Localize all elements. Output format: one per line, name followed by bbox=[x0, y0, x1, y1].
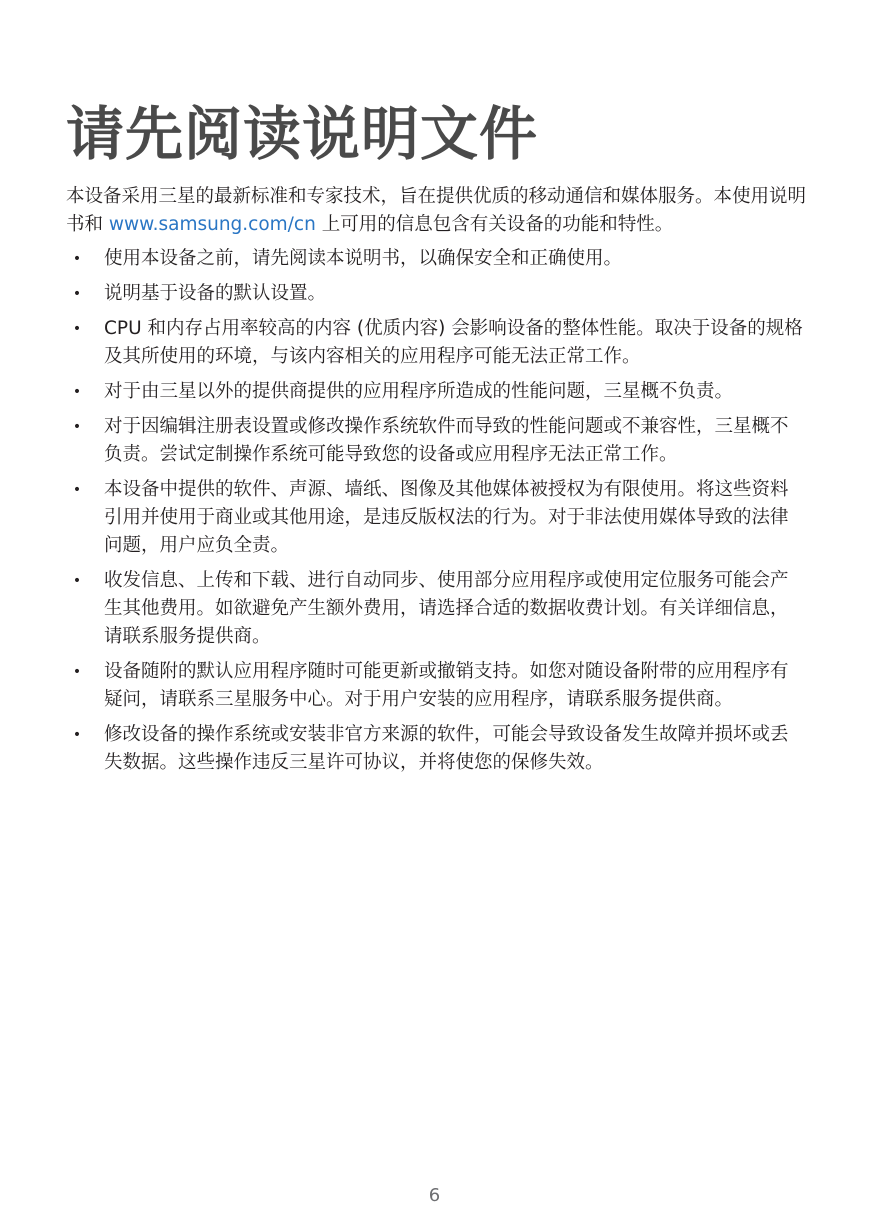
bullet-text: 对于因编辑注册表设置或修改操作系统软件而导致的性能问题或不兼容性，三星概不负责。尝试定制操作系统可能导致您的设备或应用程序无法正常工作。 bbox=[104, 416, 789, 465]
bullet-item bbox=[66, 245, 806, 273]
bullet-item bbox=[66, 721, 806, 777]
bullet-item bbox=[66, 378, 806, 406]
page-number: 6 bbox=[428, 1185, 441, 1206]
bullet-dot-icon: • bbox=[72, 321, 82, 337]
bullet-text: 对于由三星以外的提供商提供的应用程序所造成的性能问题，三星概不负责。 bbox=[104, 381, 734, 402]
page-title: 请先阅读说明文件 bbox=[66, 100, 539, 168]
bullet-text: CPU 和内存占用率较高的内容 (优质内容) 会影响设备的整体性能。取决于设备的规格及其所使用的环境，与该内容相关的应用程序可能无法正常工作。 bbox=[104, 318, 803, 367]
samsung-website-link[interactable]: www.samsung.com/cn bbox=[108, 214, 316, 235]
notice-bullet-list bbox=[66, 245, 806, 784]
bullet-text: 修改设备的操作系统或安装非官方来源的软件，可能会导致设备发生故障并损坏或丢失数据。这些操作违反三星许可协议，并将使您的保修失效。 bbox=[104, 724, 789, 773]
intro-text-before-link: 本设备采用三星的最新标准和专家技术，旨在提供优质的移动通信和媒体服务。本使用说明书和 bbox=[66, 186, 807, 235]
bullet-text: 设备随附的默认应用程序随时可能更新或撤销支持。如您对随设备附带的应用程序有疑问，请联系三星服务中心。对于用户安装的应用程序，请联系服务提供商。 bbox=[104, 661, 789, 710]
bullet-text: 收发信息、上传和下载、进行自动同步、使用部分应用程序或使用定位服务可能会产生其他费用。如欲避免产生额外费用，请选择合适的数据收费计划。有关详细信息，请联系服务提供商。 bbox=[104, 570, 789, 647]
bullet-item bbox=[66, 413, 806, 469]
bullet-dot-icon: • bbox=[72, 573, 82, 589]
bullet-dot-icon: • bbox=[72, 727, 82, 743]
bullet-text: 使用本设备之前，请先阅读本说明书，以确保安全和正确使用。 bbox=[104, 248, 623, 269]
bullet-text: 本设备中提供的软件、声源、墙纸、图像及其他媒体被授权为有限使用。将这些资料引用并使用于商业或其他用途，是违反版权法的行为。对于非法使用媒体导致的法律问题，用户应负全责。 bbox=[104, 479, 789, 556]
bullet-dot-icon: • bbox=[72, 251, 82, 267]
bullet-dot-icon: • bbox=[72, 482, 82, 498]
intro-paragraph bbox=[66, 183, 806, 239]
bullet-dot-icon: • bbox=[72, 664, 82, 680]
bullet-dot-icon: • bbox=[72, 419, 82, 435]
bullet-dot-icon: • bbox=[72, 286, 82, 302]
bullet-item bbox=[66, 476, 806, 560]
bullet-item bbox=[66, 280, 806, 308]
bullet-item bbox=[66, 658, 806, 714]
bullet-item bbox=[66, 567, 806, 651]
bullet-text: 说明基于设备的默认设置。 bbox=[104, 283, 327, 304]
bullet-dot-icon: • bbox=[72, 384, 82, 400]
bullet-item bbox=[66, 315, 806, 371]
intro-text-after-link: 上可用的信息包含有关设备的功能和特性。 bbox=[315, 214, 674, 235]
